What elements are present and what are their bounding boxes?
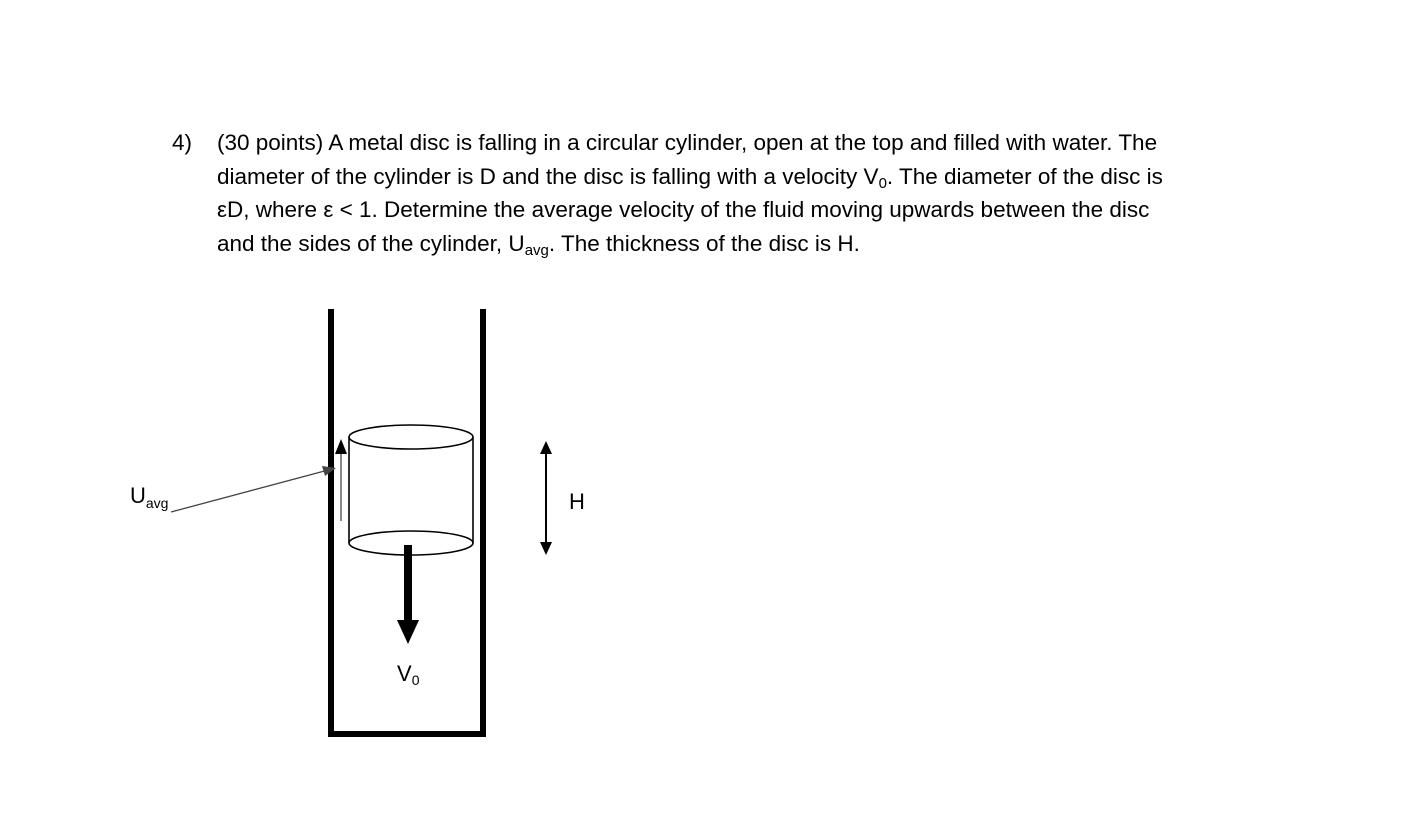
disc xyxy=(349,425,473,555)
upward-flow-arrow xyxy=(335,439,347,521)
thickness-arrow xyxy=(540,441,552,555)
u-avg-label: $U_{avg}$ xyxy=(130,483,169,511)
problem-number: 4) xyxy=(172,130,193,155)
problem-line-3: εD, where ε < 1. Determine the average velocity of the fluid moving upwards between the disc xyxy=(217,197,1150,222)
v0-label: V0 xyxy=(397,661,420,688)
velocity-arrow xyxy=(397,545,419,644)
problem-line-1: (30 points) A metal disc is falling in a circular cylinder, open at the top and filled with water. The xyxy=(217,130,1158,155)
u-avg-leader xyxy=(171,466,336,512)
h-label: H xyxy=(569,489,585,514)
problem-line-2: diameter of the cylinder is D and the disc is falling with a velocity $V_0$. The diameter of the disc is xyxy=(217,163,1163,192)
disc-top xyxy=(349,425,473,449)
problem-line-4: and the sides of the cylinder, $U_{avg}$. The thickness of the disc is H. xyxy=(217,230,860,259)
